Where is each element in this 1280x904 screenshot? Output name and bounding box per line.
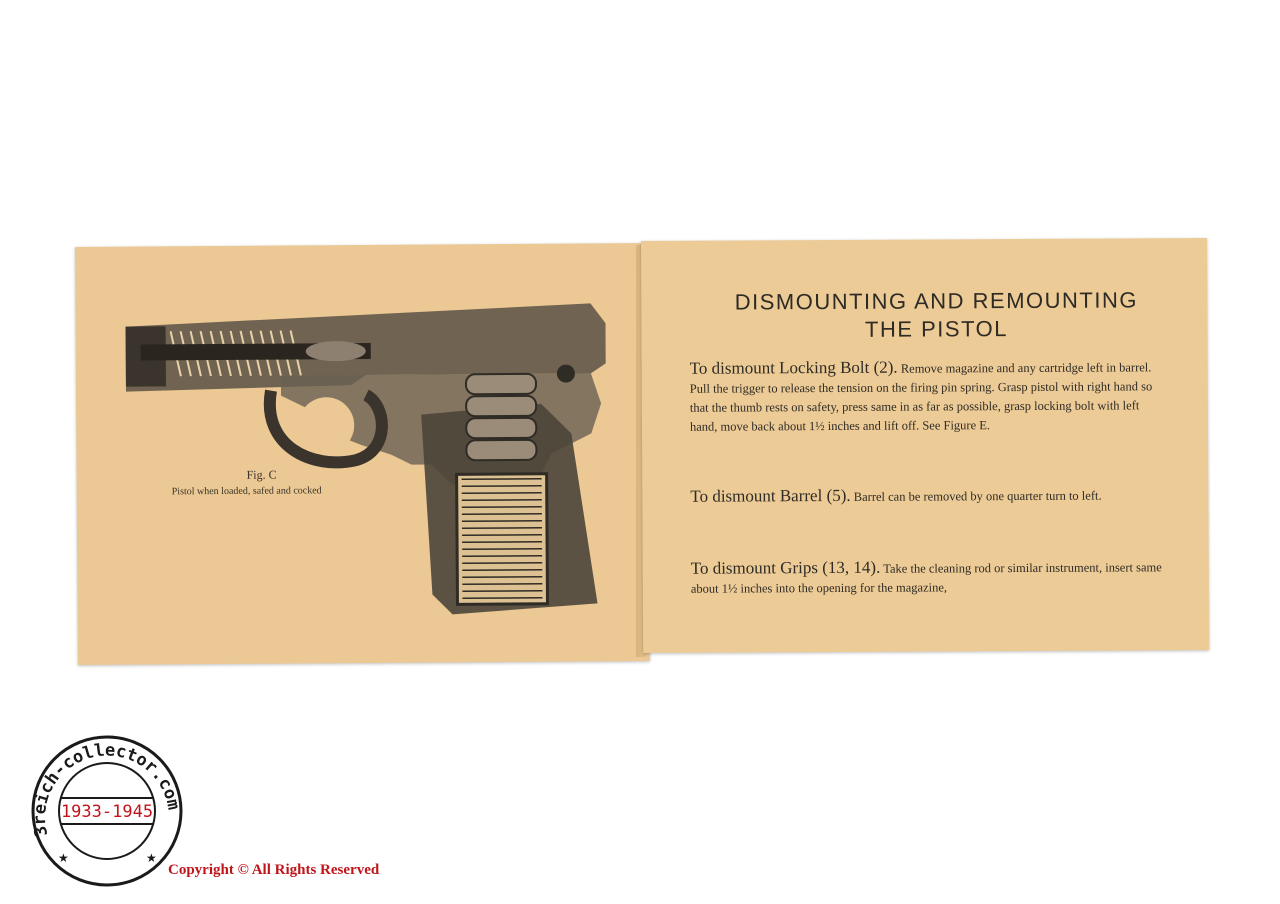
left-page (75, 243, 650, 665)
svg-text:3reich-collector.com: 3reich-collector.com (29, 740, 184, 839)
collector-stamp-logo (28, 732, 186, 890)
section-text: Remove magazine and any cartridge left in barrel. Pull the trigger to release the tension on the firing pin spring. Grasp pistol with right hand so that the thumb rests on safety, press same in as far as possible, grasp locking bolt with left hand, move back about 1½ inches and lift off. See Figure E. (689, 360, 1153, 434)
figure-label: Fig. C (246, 467, 277, 482)
section-barrel (690, 484, 1168, 508)
section-heading: To dismount Grips (13, 14). (690, 557, 881, 578)
svg-text:1933-1945: 1933-1945 (60, 802, 154, 822)
svg-text:★: ★ (146, 851, 157, 865)
section-text: Take the cleaning rod or similar instrument, insert same about 1½ inches into the opening for the magazine, (690, 560, 1162, 596)
section-text: Barrel can be removed by one quarter turn to left. (853, 488, 1102, 504)
figure-caption: Pistol when loaded, safed and cocked (171, 485, 322, 498)
section-grips (691, 556, 1169, 599)
section-heading: To dismount Barrel (5). (690, 485, 851, 506)
title-line-1: DISMOUNTING AND REMOUNTING (734, 287, 1138, 315)
section-heading: To dismount Locking Bolt (2). (689, 357, 898, 378)
page-title (671, 286, 1201, 345)
title-line-2: THE PISTOL (864, 316, 1009, 342)
section-locking-bolt (690, 356, 1168, 437)
copyright-notice: Copyright © All Rights Reserved (168, 862, 380, 878)
pistol-cutaway-illustration (120, 293, 607, 621)
svg-text:★: ★ (58, 851, 69, 865)
right-page (641, 238, 1209, 653)
